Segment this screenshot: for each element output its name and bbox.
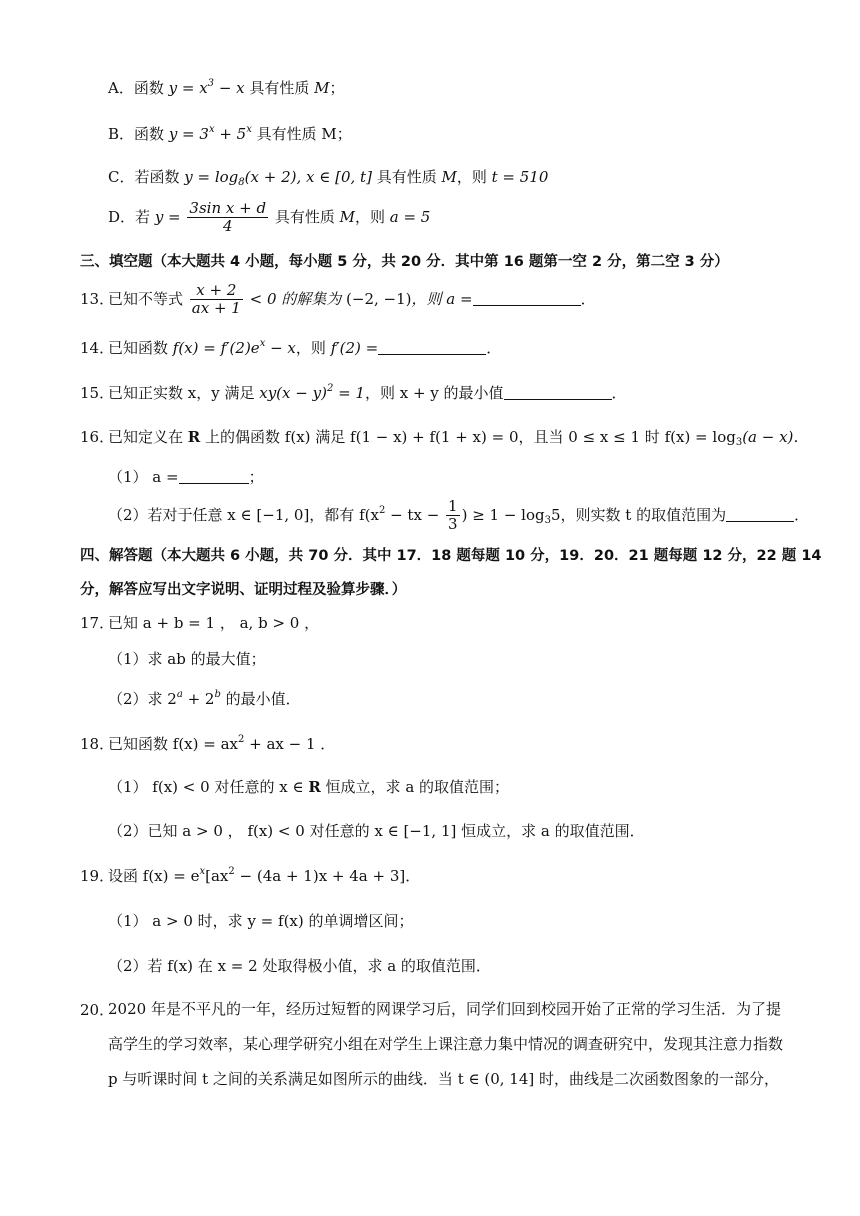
part-text: 5，则实数 t 的取值范围为 [551,505,727,524]
math-var: M [339,207,355,226]
question-number: 13． [80,289,115,308]
math-expr: a = 5 [389,207,431,226]
fraction: $\frac{\text{3sin x + d}}{4}$ [189,199,267,236]
part-text: （1） a = [108,468,179,486]
answer-blank[interactable] [378,340,486,355]
option-text: 具有性质 [244,79,315,97]
question-16-part-1 [108,468,264,486]
math-expr: $y = x^3 - x$ [168,78,245,97]
question-text: 已知函数 f(x) = ax [108,735,238,753]
question-16: 16．已知定义在 R 上的偶函数 f(x) 满足 f(1 − x) + f(1 + x) = 0，且当 0 ≤ x ≤ 1 时 $f(x) = \log_3(a - x)$． [80,428,809,448]
question-13 [80,282,596,318]
math-set: R [187,428,201,446]
math-expr: f′(2) = [330,339,379,357]
part-text: 恒成立，求 a 的取值范围； [320,778,510,796]
option-text: 函数 [134,125,169,143]
math-set: R [308,778,321,796]
question-19-part-2: （2）若 f(x) 在 x = 2 处取得极小值，求 a 的取值范围． [108,957,491,975]
question-text: 设函 f(x) = e [108,867,200,885]
question-number: 14． [80,339,115,357]
part-text: （2）求 2 [108,690,177,708]
punct: ． [611,384,627,402]
math-var: M [314,79,330,97]
question-16-part-2: （2）若对于任意 x ∈ [−1, 0]，都有 $f(x^2$ − tx − $\frac{1}{3}$ ) ≥ $1 - \log_35$，则实数 t 的取值范围为 ． [108,497,810,534]
fraction: $\frac{1}{3}$ [448,497,458,534]
question-text: [ax [205,867,229,885]
answer-blank[interactable] [726,507,794,522]
option-text: 若 [135,207,155,226]
math-expr: y = [154,207,186,226]
math-var: M [441,168,457,186]
part-text: （1） f(x) < 0 对任意的 x ∈ [108,778,309,796]
punct: ． [794,505,810,524]
question-18-part-2: （2）已知 a > 0 ， f(x) < 0 对任意的 x ∈ [−1, 1] 恒成立，求 a 的取值范围． [108,822,645,840]
option-text: 具有性质 M； [251,125,352,143]
option-b [108,125,352,143]
question-17-part-1: （1）求 ab 的最大值； [108,650,266,668]
question-text: 已知不等式 [108,289,188,308]
option-text: 函数 [133,79,169,97]
question-number: 18． [80,735,115,753]
question-number: 17． [80,614,115,632]
punct: ； [248,468,264,486]
math-expr: $xy(x - y)^2 = 1$ [259,383,365,402]
question-text: − (4a + 1)x + 4a + 3]． [234,867,421,885]
answer-blank[interactable] [179,469,249,484]
question-text: < 0 的解集为 [244,289,347,308]
math-expr: (a − x)． [742,428,809,446]
question-text: 已知定义在 [108,428,188,446]
punct: ； [329,79,345,97]
part-text: （2）若对于任意 x ∈ [−1, 0]，都有 f(x [108,505,379,524]
option-text: ，则 [456,168,492,186]
section-heading: 三、填空题（本大题共 4 小题，每小题 5 分，共 20 分．其中第 16 题第一空 2 分，第二空 3 分） [80,254,729,270]
option-text: ，则 [354,207,390,226]
option-label: A． [108,79,134,97]
fraction: $\frac{x + 2}{ax + 1}$ [191,281,241,318]
option-a [108,79,345,97]
question-text: 已知函数 [108,339,173,357]
question-19-part-1: （1） a > 0 时，求 y = f(x) 的单调增区间； [108,912,414,930]
question-number: 15． [80,384,115,402]
question-15 [80,384,627,402]
question-text: ，则 a = [411,289,473,308]
option-c [108,168,548,186]
question-17 [80,614,319,632]
question-number: 19． [80,867,115,885]
math-expr: $y = 3^x + 5^x$ [168,124,252,143]
question-text: ，则 [295,339,331,357]
part-text: 的最小值． [220,690,301,708]
question-text: 上的偶函数 f(x) 满足 f(1 − x) + f(1 + x) = 0，且当 0 ≤ x ≤ 1 时 f(x) = log [200,428,736,446]
math-expr: $y = \log_8(x + 2)$, x ∈ [0, t] [184,168,372,188]
answer-blank[interactable] [504,385,612,400]
question-18-part-1 [108,778,509,796]
part-text: − tx − [385,505,445,524]
punct: ． [486,339,502,357]
question-19: 19．设函 $f(x) = e^x[ax^2 - (4a + 1)x + 4a + 3]$． [80,866,421,885]
option-text: 若函数 [134,168,185,186]
punct: ． [580,289,596,308]
question-20-number: 20． [80,1001,115,1019]
part-text: ) ≥ 1 − log [461,505,545,524]
question-text: 已知 a + b = 1 ， a, b > 0 ， [108,614,320,632]
part-text: + 2 [182,690,215,708]
answer-blank[interactable] [473,291,581,306]
option-label: C． [108,168,135,186]
math-expr: $f(x) = f'(2)e^x - x$ [172,338,296,357]
question-20-text: 2020 年是不平凡的一年，经历过短暂的网课学习后，同学们回到校园开始了正常的学习生活．为了提高学生的学习效率，某心理学研究小组在对学生上课注意力集中情况的调查研究中，发现其注意力指数 p 与听课时间 t 之间的关系满足如图所示的曲线．当 t ∈ (0, 14] 时，曲线是二次函数图象的一部分， [108,1000,784,1088]
question-text: + ax − 1 ． [244,735,336,753]
section-heading-cont: 分，解答应写出文字说明、证明过程及验算步骤．） [80,582,407,598]
math-expr: (−2, −1) [346,289,412,308]
option-label: D． [108,207,136,226]
question-18: 18．已知函数 $f(x) = ax^2$ + ax − 1 ． [80,734,336,753]
question-text: ，则 x + y 的最小值 [364,384,504,402]
question-17-part-2: （2）求 $2^a + 2^b$ 的最小值． [108,689,301,708]
question-number: 16． [80,428,115,446]
option-text: 具有性质 [371,168,442,186]
option-text: 具有性质 [270,207,340,226]
question-14 [80,339,501,357]
option-d [108,200,430,236]
question-text: 已知正实数 x，y 满足 [108,384,260,402]
option-label: B． [108,125,135,143]
math-expr: t = 510 [491,168,549,186]
section-heading: 四、解答题（本大题共 6 小题，共 70 分．其中 17．18 题每题 10 分，19．20．21 题每题 12 分，22 题 14 [80,548,822,564]
